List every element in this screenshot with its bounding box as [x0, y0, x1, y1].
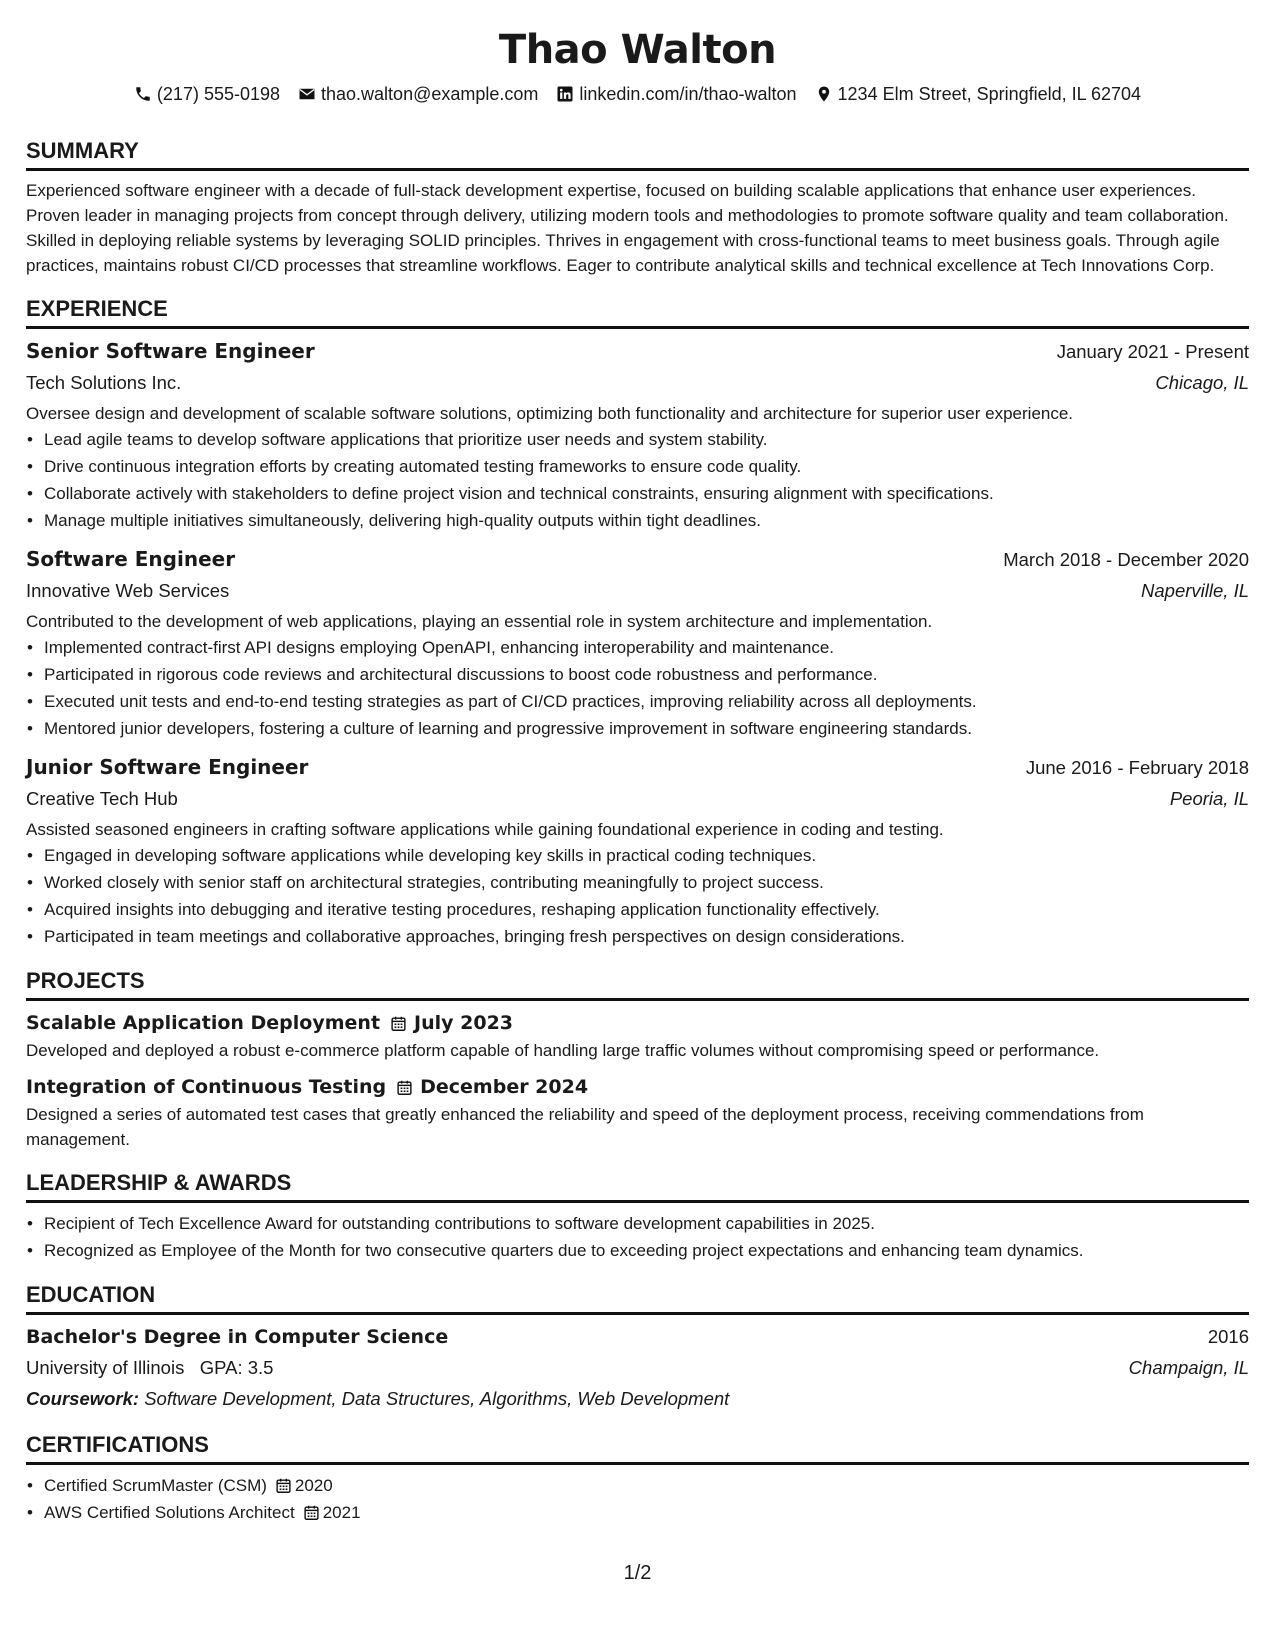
project-description: Designed a series of automated test cases that greatly enhanced the reliability and speed of the deployment process, receiving commendations from management. — [26, 1105, 1144, 1149]
project-header — [26, 1072, 1249, 1102]
calendar-icon — [396, 1079, 413, 1096]
job-title: Junior Software Engineer — [26, 755, 309, 779]
project-date — [390, 1008, 513, 1038]
phone-icon — [134, 85, 152, 103]
project-date-text: July 2023 — [414, 1012, 514, 1034]
job-location: Naperville, IL — [1141, 580, 1249, 601]
bullet-item: • Executed unit tests and end-to-end testing strategies as part of CI/CD practices, improving reliability across all deployments. — [44, 688, 1249, 715]
linkedin-icon — [556, 85, 574, 103]
job-entry — [26, 752, 1249, 950]
award-bullets — [26, 1210, 1249, 1264]
bullet-item: • Recipient of Tech Excellence Award for outstanding contributions to software development capabilities in 2025. — [44, 1210, 1249, 1237]
summary-section — [26, 136, 1249, 278]
bullet-item: • Engaged in developing software applications while developing key skills in practical coding techniques. — [44, 842, 1249, 869]
job-description: Assisted seasoned engineers in crafting software applications while gaining foundational experience in coding and testing. — [26, 820, 944, 839]
bullet-item: • Participated in team meetings and collaborative approaches, bringing fresh perspectives on design considerations. — [44, 923, 1249, 950]
company-name: Innovative Web Services — [26, 580, 230, 601]
company-name: Creative Tech Hub — [26, 788, 178, 809]
company-name: Tech Solutions Inc. — [26, 372, 182, 393]
job-location: Chicago, IL — [1155, 372, 1249, 393]
graduation-year: 2016 — [1207, 1326, 1249, 1347]
job-bullets — [26, 842, 1249, 950]
certification-year-text: 2020 — [294, 1476, 333, 1495]
bullet-item: • Participated in rigorous code reviews and architectural discussions to boost code robustness and performance. — [44, 661, 1249, 688]
job-description: Oversee design and development of scalable software solutions, optimizing both functionality and architecture for superior user experience. — [26, 404, 1074, 423]
bullet-item: • Mentored junior developers, fostering a culture of learning and progressive improvement in software engineering standards. — [44, 715, 1249, 742]
bullet-item: • Recognized as Employee of the Month for two consecutive quarters due to exceeding project expectations and enhancing team dynamics. — [44, 1237, 1249, 1264]
school-name: University of Illinois — [26, 1357, 185, 1378]
experience-section — [26, 294, 1249, 950]
contact-phone — [134, 82, 280, 106]
job-entry — [26, 544, 1249, 742]
certification-name: • Certified ScrumMaster (CSM) — [44, 1476, 267, 1495]
certification-item — [44, 1472, 1249, 1499]
bullet-item: • Worked closely with senior staff on architectural strategies, contributing meaningfully to project success. — [44, 869, 1249, 896]
projects-section — [26, 966, 1249, 1152]
project-name: Scalable Application Deployment — [26, 1012, 381, 1034]
school-info — [26, 1352, 273, 1384]
job-dates: June 2016 - February 2018 — [1025, 757, 1249, 778]
page-number: 1/2 — [623, 1562, 652, 1584]
summary-text: Experienced software engineer with a decade of full-stack development expertise, focused on building scalable applications that enhance user experiences. Proven leader in managing projects from concept through delivery, utilizing modern tools and methodologies to promote software quality and team collaboration. Skilled in deploying reliable systems by leveraging SOLID principles. Thrives in engagement with cross-functional teams to meet business goals. Through agile practices, maintains robust CI/CD processes that streamline workflows. Eager to contribute analytical skills and technical excellence at Tech Innovations Corp. — [26, 181, 1229, 275]
contact-linkedin[interactable] — [556, 82, 796, 106]
job-location: Peoria, IL — [1169, 788, 1249, 809]
project-header — [26, 1008, 1249, 1038]
certifications-section — [26, 1430, 1249, 1526]
bullet-item: • Manage multiple initiatives simultaneously, delivering high-quality outputs within tight deadlines. — [44, 507, 1249, 534]
coursework-list: Software Development, Data Structures, Algorithms, Web Development — [144, 1388, 730, 1409]
candidate-name: Thao Walton — [498, 27, 777, 73]
map-pin-icon — [815, 85, 833, 103]
address-text: 1234 Elm Street, Springfield, IL 62704 — [837, 84, 1142, 104]
coursework-label: Coursework: — [26, 1388, 140, 1409]
project-name: Integration of Continuous Testing — [26, 1076, 387, 1098]
bullet-item: • Acquired insights into debugging and iterative testing procedures, reshaping application functionality effectively. — [44, 896, 1249, 923]
project-description: Developed and deployed a robust e-commerce platform capable of handling large traffic volumes without compromising speed or performance. — [26, 1041, 1100, 1060]
certification-list — [26, 1472, 1249, 1526]
section-title: LEADERSHIP & AWARDS — [26, 1168, 1249, 1203]
job-title: Software Engineer — [26, 547, 236, 571]
contact-email[interactable] — [298, 82, 538, 106]
section-title: PROJECTS — [26, 966, 1249, 1001]
job-bullets — [26, 634, 1249, 742]
certification-year-text: 2021 — [322, 1503, 361, 1522]
linkedin-text[interactable]: linkedin.com/in/thao-walton — [579, 84, 797, 104]
calendar-icon — [275, 1477, 292, 1494]
bullet-item: • Lead agile teams to develop software applications that prioritize user needs and system stability. — [44, 426, 1249, 453]
education-section — [26, 1280, 1249, 1414]
job-entry — [26, 336, 1249, 534]
certification-year — [275, 1472, 333, 1499]
certification-name: • AWS Certified Solutions Architect — [44, 1503, 295, 1522]
contact-address — [815, 82, 1142, 106]
phone-text: (217) 555-0198 — [156, 84, 281, 104]
contact-bar — [26, 82, 1249, 106]
section-title: CERTIFICATIONS — [26, 1430, 1249, 1465]
job-bullets — [26, 426, 1249, 534]
bullet-item: • Drive continuous integration efforts by creating automated testing frameworks to ensure code quality. — [44, 453, 1249, 480]
envelope-icon — [298, 85, 316, 103]
school-location: Champaign, IL — [1128, 1357, 1249, 1378]
project-date — [396, 1072, 588, 1102]
calendar-icon — [390, 1015, 407, 1032]
job-description: Contributed to the development of web applications, playing an essential role in system architecture and implementation. — [26, 612, 933, 631]
leadership-section — [26, 1168, 1249, 1264]
job-dates: March 2018 - December 2020 — [1003, 549, 1249, 570]
bullet-item: • Collaborate actively with stakeholders to define project vision and technical constraints, ensuring alignment with specifications. — [44, 480, 1249, 507]
email-text[interactable]: thao.walton@example.com — [321, 84, 539, 104]
project-date-text: December 2024 — [420, 1076, 589, 1098]
coursework — [26, 1384, 1249, 1414]
certification-item — [44, 1499, 1249, 1526]
section-title: EXPERIENCE — [26, 294, 1249, 329]
job-dates: January 2021 - Present — [1056, 341, 1249, 362]
section-title: SUMMARY — [26, 136, 1249, 171]
bullet-item: • Implemented contract-first API designs employing OpenAPI, enhancing interoperability and maintenance. — [44, 634, 1249, 661]
gpa: GPA: 3.5 — [199, 1357, 274, 1378]
job-title: Senior Software Engineer — [26, 339, 315, 363]
section-title: EDUCATION — [26, 1280, 1249, 1315]
calendar-icon — [303, 1504, 320, 1521]
degree: Bachelor's Degree in Computer Science — [26, 1326, 449, 1348]
certification-year — [303, 1499, 361, 1526]
